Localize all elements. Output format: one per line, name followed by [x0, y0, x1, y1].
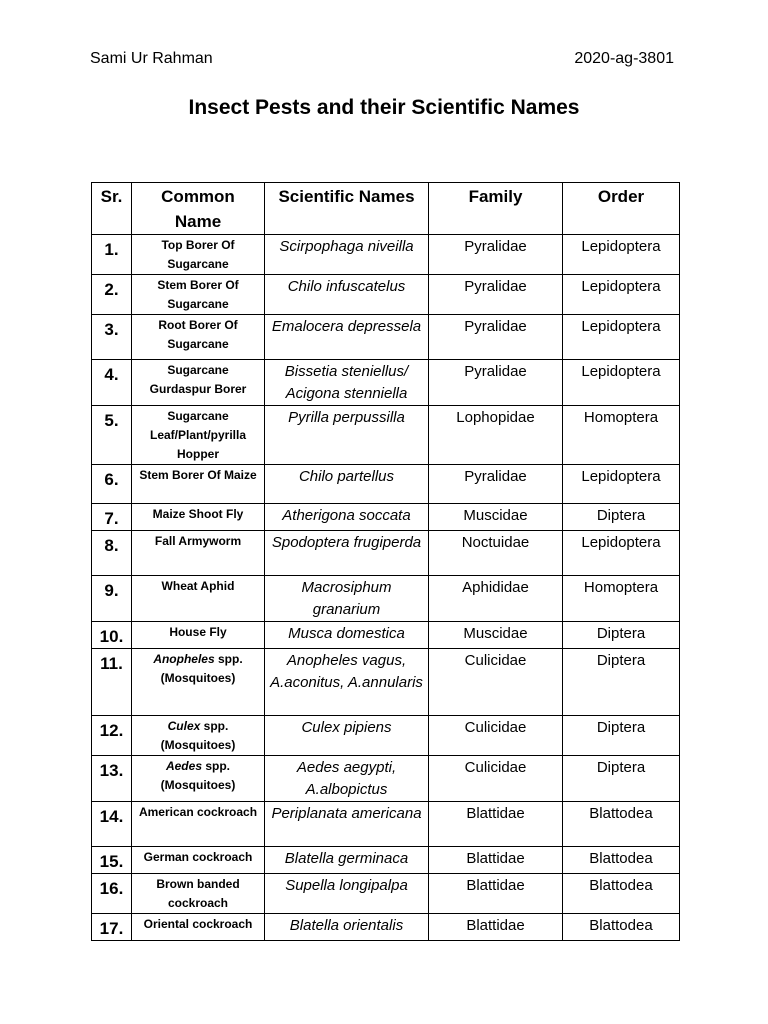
family-cell: Culicidae [429, 716, 563, 756]
table-row [92, 649, 680, 716]
family-cell: Lophopidae [429, 406, 563, 465]
common-name-cell: Root Borer Of Sugarcane [132, 315, 265, 360]
family-cell: Pyralidae [429, 315, 563, 360]
page-title: Insect Pests and their Scientific Names [188, 96, 580, 119]
order-cell: Blattodea [563, 914, 680, 941]
scientific-name-cell: Blatella germinaca [265, 847, 429, 874]
scientific-name-cell: Culex pipiens [265, 716, 429, 756]
family-cell: Pyralidae [429, 465, 563, 504]
scientific-name-cell: Emalocera depressela [265, 315, 429, 360]
family-cell: Pyralidae [429, 235, 563, 275]
common-name-cell: Oriental cockroach [132, 914, 265, 941]
table-row [92, 360, 680, 406]
genus-suffix: spp. (Mosquitoes) [160, 652, 243, 685]
family-cell: Muscidae [429, 504, 563, 531]
table-row [92, 465, 680, 504]
scientific-name-cell: Musca domestica [265, 622, 429, 649]
common-name-cell: German cockroach [132, 847, 265, 874]
family-cell: Aphididae [429, 576, 563, 622]
table-row [92, 622, 680, 649]
common-name-cell: Stem Borer Of Sugarcane [132, 275, 265, 315]
common-name-cell [132, 716, 265, 756]
genus-name: Culex [167, 719, 201, 733]
scientific-name-cell: Supella longipalpa [265, 874, 429, 914]
table-row [92, 874, 680, 914]
serial-cell: 5. [92, 406, 132, 465]
scientific-name-cell: Atherigona soccata [265, 504, 429, 531]
serial-cell: 17. [92, 914, 132, 941]
common-name-cell [132, 649, 265, 716]
table-row [92, 914, 680, 941]
table-row [92, 756, 680, 802]
scientific-name-cell: Aedes aegypti, A.albopictus [265, 756, 429, 802]
common-name-cell: Wheat Aphid [132, 576, 265, 622]
family-cell: Blattidae [429, 914, 563, 941]
order-cell: Homoptera [563, 576, 680, 622]
scientific-name-cell: Macrosiphum granarium [265, 576, 429, 622]
common-name-cell: Sugarcane Gurdaspur Borer [132, 360, 265, 406]
scientific-name-cell: Spodoptera frugiperda [265, 531, 429, 576]
common-name-cell: American cockroach [132, 802, 265, 847]
common-name-cell: Stem Borer Of Maize [132, 465, 265, 504]
family-cell: Blattidae [429, 874, 563, 914]
order-cell: Lepidoptera [563, 531, 680, 576]
serial-cell: 12. [92, 716, 132, 756]
table-header-row [92, 183, 680, 235]
genus-name: Aedes [165, 759, 202, 773]
table-row [92, 235, 680, 275]
common-name-cell: Brown banded cockroach [132, 874, 265, 914]
serial-cell: 3. [92, 315, 132, 360]
order-cell: Diptera [563, 756, 680, 802]
scientific-name-cell: Scirpophaga niveilla [265, 235, 429, 275]
scientific-name-cell: Chilo infuscatelus [265, 275, 429, 315]
table-row [92, 315, 680, 360]
serial-cell: 6. [92, 465, 132, 504]
genus-name: Anopheles [153, 652, 215, 666]
table-row [92, 275, 680, 315]
column-header-sr: Sr. [92, 183, 132, 235]
table-row [92, 531, 680, 576]
scientific-name-cell: Anopheles vagus, A.aconitus, A.annularis [265, 649, 429, 716]
order-cell: Homoptera [563, 406, 680, 465]
scientific-name-cell: Chilo partellus [265, 465, 429, 504]
common-name-cell: Top Borer Of Sugarcane [132, 235, 265, 275]
table-row [92, 576, 680, 622]
order-cell: Lepidoptera [563, 235, 680, 275]
table-row [92, 716, 680, 756]
scientific-name-cell: Blatella orientalis [265, 914, 429, 941]
table-row [92, 406, 680, 465]
registration-number: 2020-ag-3801 [574, 50, 674, 67]
family-cell: Noctuidae [429, 531, 563, 576]
common-name-cell: Sugarcane Leaf/Plant/pyrilla Hopper [132, 406, 265, 465]
genus-suffix: spp. (Mosquitoes) [160, 759, 236, 792]
serial-cell: 13. [92, 756, 132, 802]
serial-cell: 14. [92, 802, 132, 847]
common-name-cell: House Fly [132, 622, 265, 649]
order-cell: Blattodea [563, 802, 680, 847]
scientific-name-cell: Periplanata americana [265, 802, 429, 847]
table-row [92, 802, 680, 847]
family-cell: Blattidae [429, 802, 563, 847]
order-cell: Lepidoptera [563, 275, 680, 315]
serial-cell: 9. [92, 576, 132, 622]
serial-cell: 8. [92, 531, 132, 576]
serial-cell: 7. [92, 504, 132, 531]
column-header-order: Order [563, 183, 680, 235]
order-cell: Lepidoptera [563, 315, 680, 360]
family-cell: Pyralidae [429, 275, 563, 315]
family-cell: Blattidae [429, 847, 563, 874]
serial-cell: 15. [92, 847, 132, 874]
serial-cell: 2. [92, 275, 132, 315]
author-name: Sami Ur Rahman [90, 50, 213, 67]
common-name-cell: Maize Shoot Fly [132, 504, 265, 531]
family-cell: Culicidae [429, 649, 563, 716]
column-header-scientific-names: Scientific Names [265, 183, 429, 235]
common-name-cell [132, 756, 265, 802]
order-cell: Lepidoptera [563, 465, 680, 504]
family-cell: Muscidae [429, 622, 563, 649]
scientific-name-cell: Bissetia steniellus/ Acigona stenniella [265, 360, 429, 406]
insect-pests-table [91, 182, 680, 941]
order-cell: Lepidoptera [563, 360, 680, 406]
common-name-cell: Fall Armyworm [132, 531, 265, 576]
order-cell: Blattodea [563, 847, 680, 874]
family-cell: Pyralidae [429, 360, 563, 406]
column-header-common-name: Common Name [132, 183, 265, 235]
column-header-family: Family [429, 183, 563, 235]
serial-cell: 4. [92, 360, 132, 406]
serial-cell: 1. [92, 235, 132, 275]
serial-cell: 11. [92, 649, 132, 716]
order-cell: Diptera [563, 716, 680, 756]
table-row [92, 847, 680, 874]
scientific-name-cell: Pyrilla perpussilla [265, 406, 429, 465]
order-cell: Diptera [563, 504, 680, 531]
order-cell: Diptera [563, 622, 680, 649]
order-cell: Blattodea [563, 874, 680, 914]
table-row [92, 504, 680, 531]
serial-cell: 16. [92, 874, 132, 914]
genus-suffix: spp. (Mosquitoes) [160, 719, 236, 752]
order-cell: Diptera [563, 649, 680, 716]
serial-cell: 10. [92, 622, 132, 649]
family-cell: Culicidae [429, 756, 563, 802]
